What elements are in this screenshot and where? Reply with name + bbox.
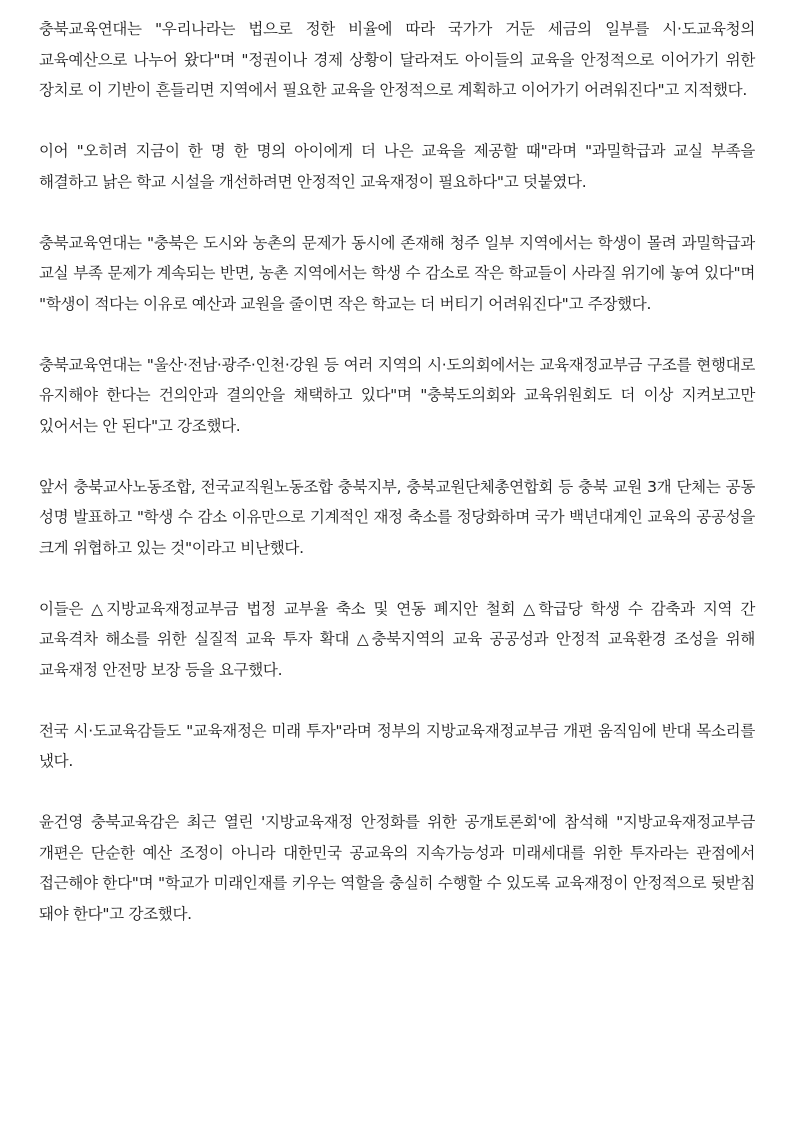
paragraph-2: 이어 "오히려 지금이 한 명 한 명의 아이에게 더 나은 교육을 제공할 때"라며 "과밀학급과 교실 부족을 해결하고 낡은 학교 시설을 개선하려면 안정적인 교육재정이 필요하다"고 덧붙였다. [39,142,755,191]
paragraph-8: 윤건영 충북교육감은 최근 열린 '지방교육재정 안정화를 위한 공개토론회'에 참석해 "지방교육재정교부금 개편은 단순한 예산 조정이 아니라 대한민국 공교육의 지속가능성과 미래세대를 위한 투자라는 관점에서 접근해야 한다"며 "학교가 미래인재를 키우는 역할을 충실히 수행할 수 있도록 교육재정이 안정적으로 뒷받침 돼야 한다"고 강조했다. [39,813,755,923]
paragraph-6: 이들은 △지방교육재정교부금 법정 교부율 축소 및 연동 폐지안 철회 △학급당 학생 수 감축과 지역 간 교육격차 해소를 위한 실질적 교육 투자 확대 △충북지역의 교육 공공성과 안정적 교육환경 조성을 위해 교육재정 안전망 보장 등을 요구했다. [39,599,755,679]
paragraph-4: 충북교육연대는 "울산·전남·광주·인천·강원 등 여러 지역의 시·도의회에서는 교육재정교부금 구조를 현행대로 유지해야 한다는 건의안과 결의안을 채택하고 있다"며 "충북도의회와 교육위원회도 더 이상 지켜보고만 있어서는 안 된다"고 강조했다. [39,355,755,435]
paragraph-7: 전국 시·도교육감들도 "교육재정은 미래 투자"라며 정부의 지방교육재정교부금 개편 움직임에 반대 목소리를 냈다. [39,721,755,770]
article-body [39,14,755,960]
paragraph-3: 충북교육연대는 "충북은 도시와 농촌의 문제가 동시에 존재해 청주 일부 지역에서는 학생이 몰려 과밀학급과 교실 부족 문제가 계속되는 반면, 농촌 지역에서는 학생 수 감소로 작은 학교들이 사라질 위기에 놓여 있다"며 "학생이 적다는 이유로 예산과 교원을 줄이면 작은 학교는 더 버티기 어려워진다"고 주장했다. [39,233,755,313]
paragraph-1: 충북교육연대는 "우리나라는 법으로 정한 비율에 따라 국가가 거둔 세금의 일부를 시·도교육청의 교육예산으로 나누어 왔다"며 "정권이나 경제 상황이 달라져도 아이들의 교육을 안정적으로 이어가기 위한 장치로 이 기반이 흔들리면 지역에서 필요한 교육을 안정적으로 계획하고 이어가기 어려워진다"고 지적했다. [39,20,755,99]
paragraph-5: 앞서 충북교사노동조합, 전국교직원노동조합 충북지부, 충북교원단체총연합회 등 충북 교원 3개 단체는 공동 성명 발표하고 "학생 수 감소 이유만으로 기계적인 재정 축소를 정당화하며 국가 백년대계인 교육의 공공성을 크게 위협하고 있는 것"이라고 비난했다. [39,477,755,557]
